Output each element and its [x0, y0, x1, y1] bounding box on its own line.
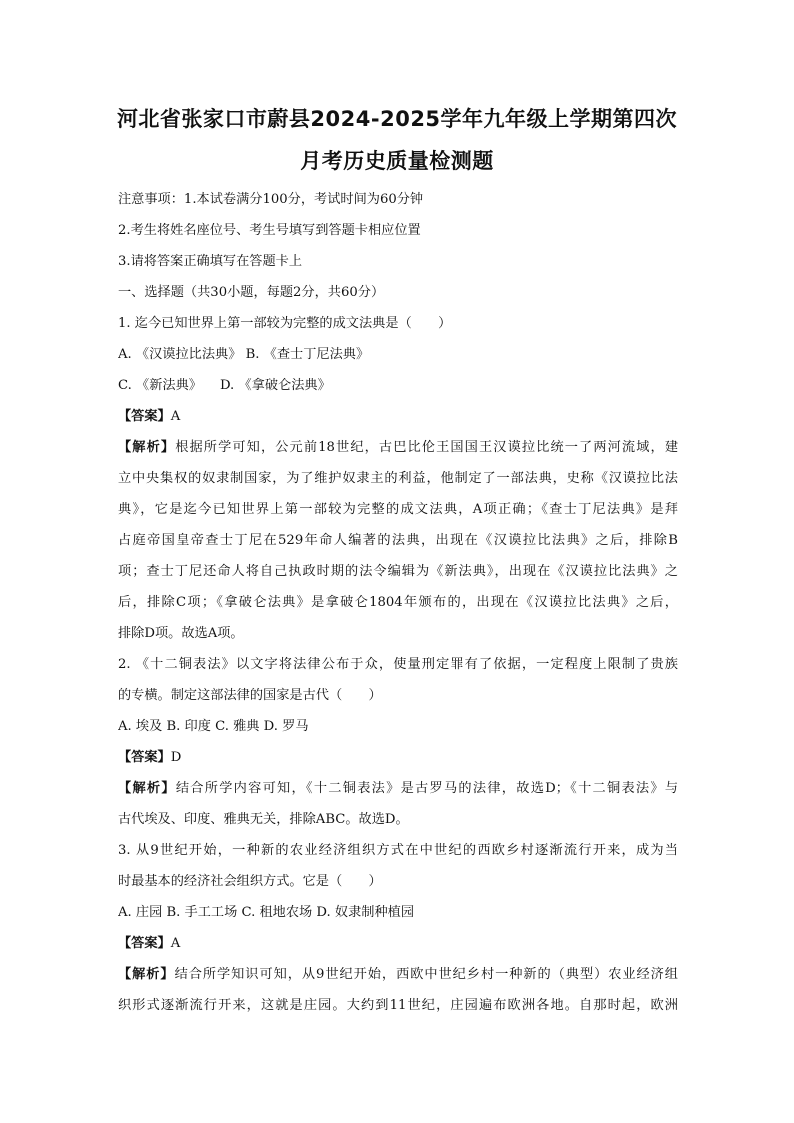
question-3-analysis-line: 织形式逐渐流行开来，这就是庄园。大约到11世纪，庄园遍布欧洲各地。自那时起，欧洲 [118, 998, 678, 1013]
question-1-stem: 1. 迄今已知世界上第一部较为完整的成文法典是（ ） [118, 316, 452, 331]
question-3-stem: 3. 从9世纪开始，一种新的农业经济组织方式在中世纪的西欧乡村逐渐流行开来，成为当 [118, 843, 678, 858]
exam-note: 3.请将答案正确填写在答题卡上 [118, 254, 303, 269]
analysis-tag: 【解析】 [118, 781, 176, 796]
analysis-text: 结合所学知识可知，从9世纪开始，西欧中世纪乡村一种新的（典型）农业经济组 [174, 967, 678, 982]
exam-note: 2.考生将姓名座位号、考生号填写到答题卡相应位置 [118, 223, 421, 238]
question-1-analysis-line: 排除D项。故选A项。 [118, 626, 244, 641]
question-2-analysis-line: 古代埃及、印度、雅典无关，排除ABC。故选D。 [118, 812, 409, 827]
analysis-text: 结合所学内容可知，《十二铜表法》是古罗马的法律，故选D；《十二铜表法》与 [175, 781, 678, 796]
question-2-stem: 2. 《十二铜表法》以文字将法律公布于众，使量刑定罪有了依据，一定程度上限制了贵族 [118, 657, 678, 672]
question-1-options-cd [118, 370, 678, 401]
question-3-stem: 时最基本的经济社会组织方式。它是（ ） [118, 874, 382, 889]
document-title-line-2: 月考历史质量检测题 [300, 149, 494, 173]
question-1-options-ab: A. 《汉谟拉比法典》 B. 《查士丁尼法典》 [118, 347, 370, 362]
question-3-analysis-line [118, 959, 678, 990]
question-2-options: A. 埃及 B. 印度 C. 雅典 D. 罗马 [118, 719, 309, 734]
answer-tag: 【答案】 [118, 409, 171, 424]
question-1-analysis-line: 立中央集权的奴隶制国家，为了维护奴隶主的利益，他制定了一部法典，史称《汉谟拉比法 [118, 471, 678, 486]
question-1-analysis-line: 后，排除C项；《拿破仑法典》是拿破仑1804年颁布的，出现在《汉谟拉比法典》之后， [118, 595, 678, 610]
answer-tag: 【答案】 [118, 750, 171, 765]
question-1-option-c: C. 《新法典》 [118, 378, 202, 393]
answer-value: A [170, 936, 181, 951]
analysis-text: 根据所学可知，公元前18世纪，古巴比伦王国国王汉谟拉比统一了两河流域，建 [175, 440, 678, 455]
question-1-analysis-line [118, 432, 678, 463]
question-1-analysis-line: 典》，它是迄今已知世界上第一部较为完整的成文法典，A项正确；《查士丁尼法典》是拜 [118, 502, 678, 517]
question-2-analysis-line [118, 773, 678, 804]
document-title-line-1: 河北省张家口市蔚县2024-2025学年九年级上学期第四次 [116, 107, 678, 131]
answer-value: D [170, 750, 182, 765]
question-2-stem: 的专横。制定这部法律的国家是古代（ ） [118, 688, 382, 703]
analysis-tag: 【解析】 [118, 440, 176, 455]
exam-note: 注意事项：1.本试卷满分100分，考试时间为60分钟 [118, 192, 424, 207]
question-1-analysis-line: 占庭帝国皇帝查士丁尼在529年命人编著的法典，出现在《汉谟拉比法典》之后，排除B [118, 533, 678, 548]
question-1-analysis-line: 项；查士丁尼还命人将自己执政时期的法令编辑为《新法典》，出现在《汉谟拉比法典》之 [118, 564, 678, 579]
question-1-answer [118, 401, 678, 432]
answer-tag: 【答案】 [118, 936, 171, 951]
answer-value: A [170, 409, 181, 424]
question-3-options: A. 庄园 B. 手工工场 C. 租地农场 D. 奴隶制种植园 [118, 905, 415, 920]
analysis-tag: 【解析】 [118, 967, 175, 982]
question-1-option-d: D. 《拿破仑法典》 [219, 378, 331, 393]
document-body [118, 184, 678, 1021]
section-heading: 一、选择题（共30小题，每题2分，共60分） [118, 285, 385, 300]
question-2-answer [118, 742, 678, 773]
question-3-answer [118, 928, 678, 959]
